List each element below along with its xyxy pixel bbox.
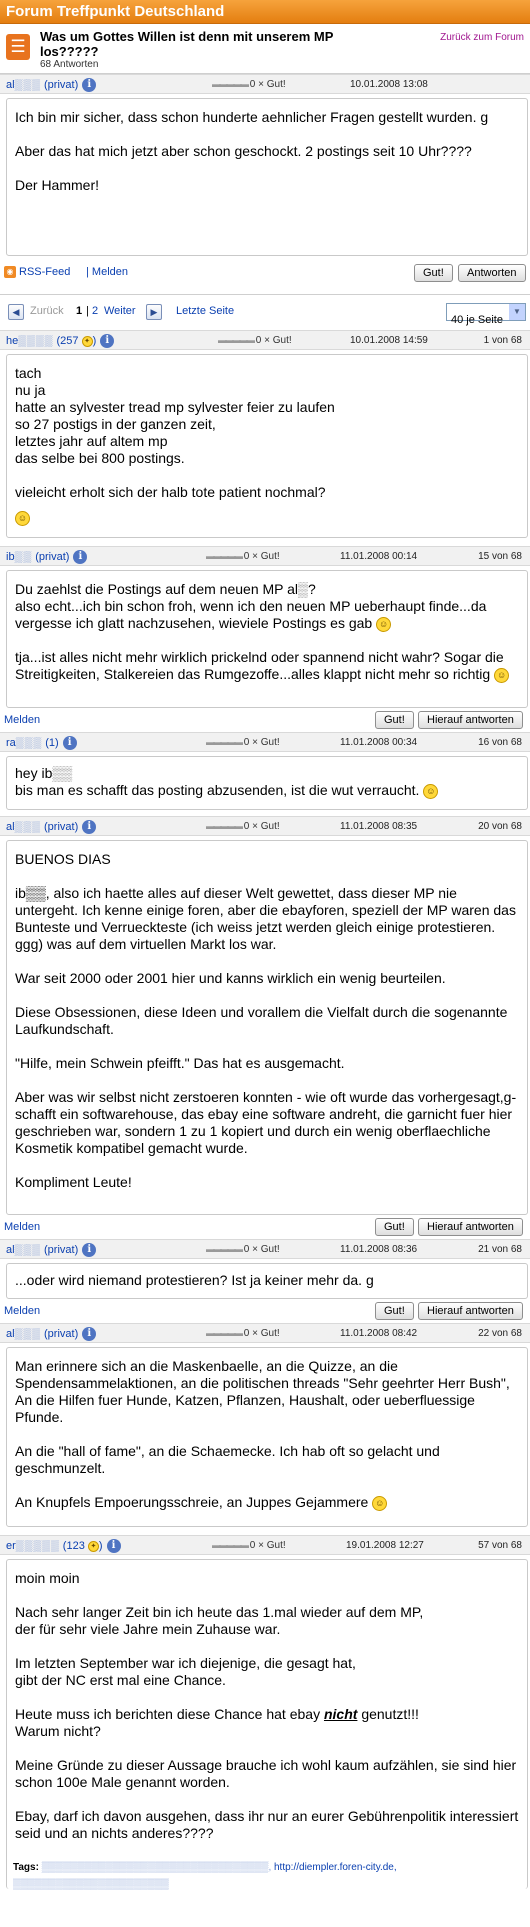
thread-title: Was um Gottes Willen ist denn mit unserem MP los????? xyxy=(40,29,334,59)
post-paragraph: War seit 2000 oder 2001 hier und kanns wirklich ein wenig beurteilen. xyxy=(15,970,446,986)
post-paragraph: also echt...ich bin schon froh, wenn ich den neuen MP ueberhaupt finde...da vergesse ich glatt nachzusehen, wieviele Postings es gab xyxy=(15,598,487,631)
post-date: 19.01.2008 12:27 xyxy=(346,1540,424,1551)
post-header xyxy=(0,546,530,566)
info-icon[interactable]: i xyxy=(100,334,114,348)
post-number: 57 von 68 xyxy=(478,1540,522,1551)
smiley-icon: ☺ xyxy=(376,617,391,632)
info-icon[interactable]: i xyxy=(63,736,77,750)
post-line: letztes jahr auf altem mp xyxy=(15,433,168,449)
pagination xyxy=(0,294,530,330)
post-line: vieleicht erholt sich der halb tote patient nochmal? xyxy=(15,484,326,500)
post-date: 11.01.2008 08:36 xyxy=(340,1244,418,1255)
rating[interactable]: ▬▬▬▬▬ 0 × Gut! xyxy=(206,821,280,832)
rating[interactable]: ▬▬▬▬▬ 0 × Gut! xyxy=(206,737,280,748)
post-line: so 27 postigs in der ganzen zeit, xyxy=(15,416,216,432)
rating[interactable]: ▬▬▬▬▬ 0 × Gut! xyxy=(206,1328,280,1339)
smiley-icon: ☺ xyxy=(494,668,509,683)
smiley-icon: ☺ xyxy=(423,784,438,799)
good-button[interactable]: Gut! xyxy=(375,711,414,729)
post-body xyxy=(6,354,528,538)
post-line: hatte an sylvester tread mp sylvester feier zu laufen xyxy=(15,399,335,415)
prev-page-icon[interactable]: ◀ xyxy=(8,304,24,320)
back-to-forum-link[interactable]: Zurück zum Forum xyxy=(440,32,524,43)
post-paragraph: Ich bin mir sicher, dass schon hunderte aehnlicher Fragen gestellt wurden. g xyxy=(15,109,489,125)
post-footer xyxy=(0,1215,530,1239)
tags-line xyxy=(13,1859,519,1893)
post-paragraph: Heute muss ich berichten diese Chance hat ebay nicht genutzt!!! Warum nicht? xyxy=(15,1706,419,1739)
last-page-link[interactable]: Letzte Seite xyxy=(176,305,235,317)
rating[interactable]: ▬▬▬▬▬ 0 × Gut! xyxy=(212,1540,286,1551)
info-icon[interactable]: i xyxy=(82,1327,96,1341)
post-line: hey ib▒▒ xyxy=(15,765,73,781)
post-footer xyxy=(0,256,530,286)
good-button[interactable]: Gut! xyxy=(375,1302,414,1320)
post-body xyxy=(6,1263,528,1299)
per-page-value: 40 je Seite xyxy=(451,314,503,326)
author-link[interactable]: al▒▒▒ (privat) i xyxy=(6,1327,96,1341)
post-paragraph: Meine Gründe zu dieser Aussage brauche ich wohl kaum aufzählen, sie sind hier schon 100e Male genannt worden. xyxy=(15,1757,517,1790)
post-paragraph: BUENOS DIAS xyxy=(15,851,111,867)
tags-label: Tags: xyxy=(13,1862,39,1873)
post-footer xyxy=(0,708,530,732)
post-paragraph: Aber das hat mich jetzt aber schon geschockt. 2 postings seit 10 Uhr???? xyxy=(15,143,472,159)
smiley-icon: ☺ xyxy=(15,511,30,526)
rating[interactable]: ▬▬▬▬▬ 0 × Gut! xyxy=(206,1244,280,1255)
post-body xyxy=(6,98,528,256)
post-paragraph: Kompliment Leute! xyxy=(15,1174,132,1190)
current-page: 1 xyxy=(76,305,83,317)
forum-icon: ☰ xyxy=(6,34,30,60)
author-link[interactable]: ra▒▒▒ (1) i xyxy=(6,736,77,750)
post-paragraph: Der Hammer! xyxy=(15,177,100,193)
info-icon[interactable]: i xyxy=(73,550,87,564)
post-paragraph: tja...ist alles nicht mehr wirklich prickelnd oder spannend nicht wahr? Sogar die Streitigkeiten, Stalkereien das Rumgezoffe...alles klappt nicht mehr so richtig xyxy=(15,649,504,682)
author-link[interactable]: al▒▒▒ (privat) i xyxy=(6,78,96,92)
page-2-link[interactable]: 2 xyxy=(92,305,99,317)
tag-link[interactable]: ▒▒▒▒▒▒▒▒▒▒▒▒▒▒▒▒▒▒▒▒▒▒▒▒▒▒▒▒▒▒▒▒, xyxy=(41,1862,272,1873)
next-link[interactable]: Weiter xyxy=(104,305,136,317)
post-paragraph: An Knupfels Empoerungsschreie, an Juppes Gejammere xyxy=(15,1494,369,1510)
thread-header xyxy=(0,24,530,74)
post-line: bis man es schafft das posting abzusenden, ist die wut verraucht. xyxy=(15,782,420,798)
tag-link[interactable]: http://diempler.foren-city.de, xyxy=(274,1862,397,1873)
post-line: ...oder wird niemand protestieren? Ist ja keiner mehr da. g xyxy=(15,1272,374,1288)
info-icon[interactable]: i xyxy=(82,820,96,834)
info-icon[interactable]: i xyxy=(82,1243,96,1257)
report-link[interactable]: Melden xyxy=(4,1305,41,1317)
rating[interactable]: ▬▬▬▬▬ 0 × Gut! xyxy=(218,335,292,346)
report-link[interactable]: Melden xyxy=(4,714,41,726)
post-number: 16 von 68 xyxy=(478,737,522,748)
post-date: 10.01.2008 13:08 xyxy=(350,79,428,90)
post-body xyxy=(6,570,528,708)
post-body xyxy=(6,1559,528,1889)
rating[interactable]: ▬▬▬▬▬ 0 × Gut! xyxy=(212,79,286,90)
reply-count: 68 Antworten xyxy=(40,59,99,70)
forum-title: Forum Treffpunkt Deutschland xyxy=(6,3,225,20)
chevron-down-icon: ▼ xyxy=(509,304,525,320)
rss-icon: ◉ xyxy=(4,266,16,278)
post-header xyxy=(0,732,530,752)
post-date: 11.01.2008 00:34 xyxy=(340,737,418,748)
post-body xyxy=(6,756,528,810)
post-date: 11.01.2008 08:42 xyxy=(340,1328,418,1339)
post-paragraph: An die "hall of fame", an die Schaemecke. Ich hab oft so gelacht und geschmunzelt. xyxy=(15,1443,440,1476)
user-rating-icon: ✦ xyxy=(88,1541,99,1552)
page-separator: | xyxy=(86,305,89,317)
user-rating-icon: ✦ xyxy=(82,336,93,347)
post-paragraph: Ebay, darf ich davon ausgehen, dass ihr nur an eurer Gebührenpolitik interessiert seid und an nichts anderes???? xyxy=(15,1808,519,1841)
per-page-select[interactable] xyxy=(446,303,526,326)
post-number: 20 von 68 xyxy=(478,821,522,832)
next-page-icon[interactable]: ▶ xyxy=(146,304,162,320)
post-number: 1 von 68 xyxy=(483,335,522,346)
post-line: Du zaehlst die Postings auf dem neuen MP al▒? xyxy=(15,581,316,597)
post-paragraph: Man erinnere sich an die Maskenbaelle, an die Quizze, an die Spendensammelaktionen, an die politischen threads "Sehr geehrter Herr Bush", An die Hilfen fuer Hunde, Katzen, Pflanzen, Haushalt, oder ueberfluessige Pfunde. xyxy=(15,1358,510,1425)
post-number: 22 von 68 xyxy=(478,1328,522,1339)
post-paragraph: "Hilfe, mein Schwein pfeifft." Das hat es ausgemacht. xyxy=(15,1055,345,1071)
author-link[interactable]: er▒▒▒▒▒ (123 ✦ ) i xyxy=(6,1539,121,1553)
author-link[interactable]: ib▒▒ (privat) i xyxy=(6,550,87,564)
forum-header xyxy=(0,0,530,24)
post-number: 21 von 68 xyxy=(478,1244,522,1255)
post-paragraph: Im letzten September war ich diejenige, die gesagt hat, gibt der NC erst mal eine Chance. xyxy=(15,1655,356,1688)
tag-link[interactable]: ▒▒▒▒▒▒▒▒▒▒▒▒▒▒▒▒▒▒▒▒▒▒ xyxy=(13,1879,169,1890)
info-icon[interactable]: i xyxy=(82,78,96,92)
post-line: nu ja xyxy=(15,382,46,398)
reply-here-button[interactable]: Hierauf antworten xyxy=(418,1302,523,1320)
report-link[interactable]: Melden xyxy=(4,1221,41,1233)
good-button[interactable]: Gut! xyxy=(414,264,453,282)
post-footer xyxy=(0,1299,530,1323)
post-line: das selbe bei 800 postings. xyxy=(15,450,185,466)
blank-line xyxy=(15,467,519,484)
post-number: 15 von 68 xyxy=(478,551,522,562)
post-header xyxy=(0,1239,530,1259)
post-body xyxy=(6,1347,528,1527)
author-link[interactable]: al▒▒▒ (privat) i xyxy=(6,820,96,834)
reply-here-button[interactable]: Hierauf antworten xyxy=(418,1218,523,1236)
post-paragraph: moin moin xyxy=(15,1570,80,1586)
post-line: tach xyxy=(15,365,42,381)
post-paragraph: Aber was wir selbst nicht zerstoeren konnten - wie oft wurde das vorhergesagt,g- schafft ein softwarehouse, das ebay eine software andreht, die garnicht fuer hier geschrieben war, sondern 1 zu 1 kopiert und durch ein wenig oberflaechliche Kosmetik kompatibel gemacht wurde. xyxy=(15,1089,517,1156)
post-date: 11.01.2008 08:35 xyxy=(340,821,418,832)
author-link[interactable]: al▒▒▒ (privat) i xyxy=(6,1243,96,1257)
post-header xyxy=(0,330,530,350)
prev-label: Zurück xyxy=(30,305,64,317)
post-paragraph: Nach sehr langer Zeit bin ich heute das 1.mal wieder auf dem MP, der für sehr viele Jahre mein Zuhause war. xyxy=(15,1604,424,1637)
good-button[interactable]: Gut! xyxy=(375,1218,414,1236)
smiley-icon: ☺ xyxy=(372,1496,387,1511)
post-body xyxy=(6,840,528,1215)
post-header xyxy=(0,816,530,836)
post-header xyxy=(0,74,530,94)
post-date: 10.01.2008 14:59 xyxy=(350,335,428,346)
post-paragraph: ib▒▒, also ich haette alles auf dieser Welt gewettet, dass dieser MP nie untergeht. Ich kenne einige foren, aber die ebayforen, speziell der MP waren das Bunteste und Verrueckteste (ich weiss jetzt werden gleich einige protestieren. ggg) was auf dem virtuellen Markt los war. xyxy=(15,885,516,952)
post-paragraph: Diese Obsessionen, diese Ideen und vorallem die Vielfalt durch die sogenannte Laufkundschaft. xyxy=(15,1004,508,1037)
post-header xyxy=(0,1323,530,1343)
report-link[interactable]: | Melden xyxy=(86,266,128,278)
reply-button[interactable]: Antworten xyxy=(458,264,526,282)
info-icon[interactable]: i xyxy=(107,1539,121,1553)
reply-here-button[interactable]: Hierauf antworten xyxy=(418,711,523,729)
author-link[interactable]: he▒▒▒▒ (257 ✦ ) i xyxy=(6,334,114,348)
post-date: 11.01.2008 00:14 xyxy=(340,551,418,562)
post-header xyxy=(0,1535,530,1555)
rating[interactable]: ▬▬▬▬▬ 0 × Gut! xyxy=(206,551,280,562)
rss-feed-link[interactable]: ◉ RSS-Feed xyxy=(4,266,70,278)
